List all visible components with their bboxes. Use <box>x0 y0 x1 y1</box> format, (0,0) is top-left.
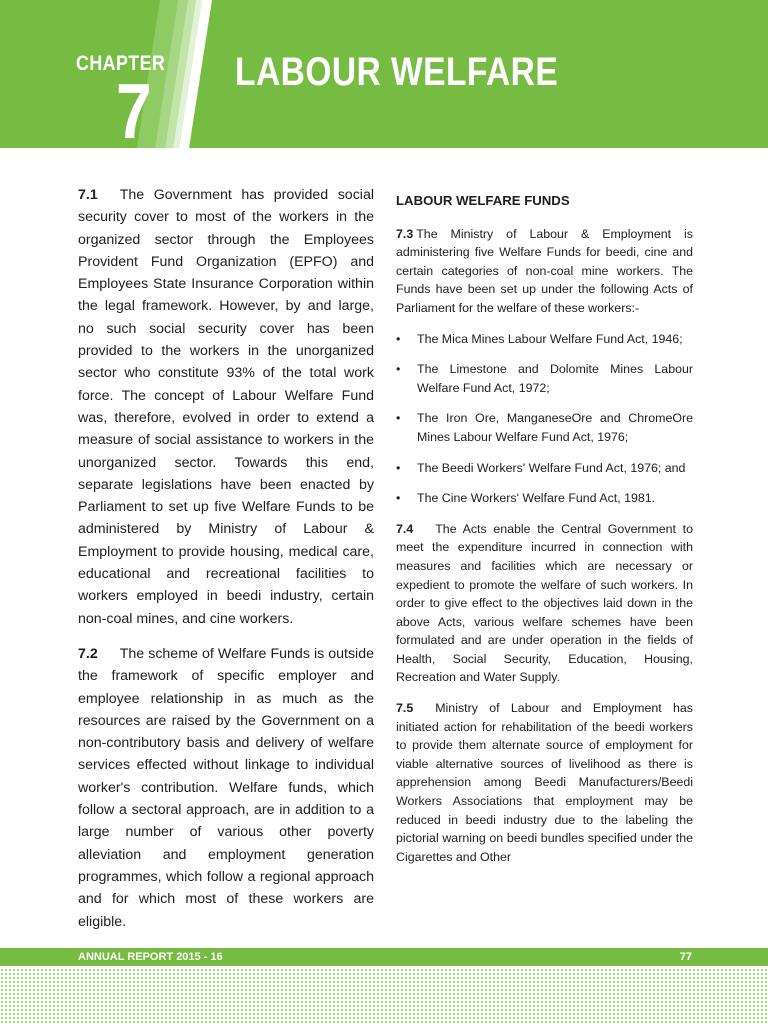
chapter-number: 7 <box>116 67 152 148</box>
section-heading: LABOUR WELFARE FUNDS <box>396 193 570 208</box>
paragraph-7-2 <box>78 643 374 933</box>
page-title: LABOUR WELFARE <box>235 50 559 94</box>
bullet-icon: • <box>396 460 401 475</box>
bullet-icon: • <box>396 491 401 506</box>
paragraph-number: 7.3 <box>396 226 414 241</box>
paragraph-text: Ministry of Labour and Employment has initiated action for rehabilitation of the beedi workers to provide them alternate source of employment for viable alternative sources of livelihood as there is apprehension among Beedi Manufacturers/Beedi Workers Associations that employment may be reduced in beedi industry due to the labeling the pictorial warning on beedi bundles specified under the Cigarettes and Other <box>396 701 693 864</box>
page-number: 77 <box>679 951 692 963</box>
footer-dot-pattern <box>0 968 768 1024</box>
footer-report-label: ANNUAL REPORT 2015 - 16 <box>78 951 223 963</box>
chapter-label: CHAPTER <box>76 52 166 75</box>
list-item <box>396 489 693 508</box>
list-item <box>396 459 693 478</box>
paragraph-text: The Acts enable the Central Government to meet the expenditure incurred in connection with measures and facilities which are necessary or expedient to promote the welfare of such workers. In order to give effect to the objectives laid down in the above Acts, various welfare schemes have been formulated and are under operation in the fields of Health, Social Security, Education, Housing, Recreation and Water Supply. <box>396 521 693 685</box>
chapter-header-banner <box>0 0 768 148</box>
list-item-text: The Beedi Workers' Welfare Fund Act, 1976; and <box>417 460 686 475</box>
right-column <box>396 184 693 866</box>
bullet-icon: • <box>396 331 401 346</box>
paragraph-number: 7.1 <box>78 187 98 203</box>
paragraph-7-4 <box>396 520 693 687</box>
paragraph-number: 7.4 <box>396 521 414 536</box>
bullet-icon: • <box>396 362 401 377</box>
paragraph-7-1 <box>78 184 374 630</box>
list-item-text: The Limestone and Dolomite Mines Labour Welfare Fund Act, 1972; <box>417 362 693 395</box>
bullet-icon: • <box>396 411 401 426</box>
page-footer <box>0 948 768 966</box>
paragraph-7-3 <box>396 225 693 318</box>
paragraph-text: The Government has provided social security cover to most of the workers in the organized sector through the Employees Provident Fund Organization (EPFO) and Employees State Insurance Corporation within the legal framework. However, by and large, no such social security cover has been provided to the workers in the unorganized sector who constitute 93% of the total work force. The concept of Labour Welfare Fund was, therefore, evolved in order to extend a measure of social assistance to workers in the unorganized sector. Towards this end, separate legislations have been enacted by Parliament to set up five Welfare Funds to be administered by Ministry of Labour & Employment to provide housing, medical care, educational and recreational facilities to workers employed in beedi industry, certain non-coal mines, and cine workers. <box>78 187 374 627</box>
paragraph-number: 7.5 <box>396 701 414 716</box>
list-item-text: The Iron Ore, ManganeseOre and ChromeOre Mines Labour Welfare Fund Act, 1976; <box>417 411 693 444</box>
paragraph-7-5 <box>396 699 693 866</box>
paragraph-number: 7.2 <box>78 645 98 662</box>
list-item <box>396 360 693 397</box>
list-item-text: The Mica Mines Labour Welfare Fund Act, 1946; <box>417 331 683 346</box>
list-item <box>396 330 693 349</box>
list-item <box>396 409 693 446</box>
paragraph-text: The Ministry of Labour & Employment is administering five Welfare Funds for beedi, cine and certain categories of non-coal mine workers. The Funds have been set up under the following Acts of Parliament for the welfare of these workers:- <box>396 226 693 315</box>
list-item-text: The Cine Workers' Welfare Fund Act, 1981. <box>417 491 656 506</box>
acts-list <box>396 330 693 508</box>
paragraph-text: The scheme of Welfare Funds is outside the framework of specific employer and employee relationship in as much as the resources are raised by the Government on a non-contributory basis and delivery of welfare services effected without linkage to individual worker's contribution. Welfare funds, which follow a sectoral approach, are in addition to a large number of various other poverty alleviation and employment generation programmes, which follow a regional approach and for which most of these workers are eligible. <box>78 645 374 930</box>
left-column <box>78 184 374 933</box>
